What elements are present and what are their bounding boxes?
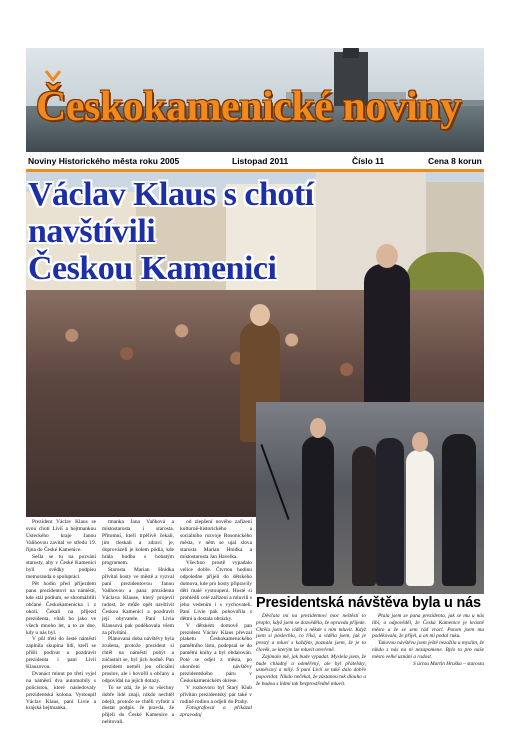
photo-figure [442,434,476,586]
secondary-photo-officials [256,402,484,594]
masthead-banner [26,48,484,152]
article2-signature: S úctou Martin Hruška – starosta [413,660,484,667]
headline [28,176,388,287]
paragraph: To se zdá, že je tu všechny dobře lidé znají, nikdo nechtěl odejít, protože se chtěli vyfotit a dostat podpis. Je pravda, že přijeli do České Kamenice a nelitovali. [102,684,174,726]
microphone-stand [260,444,289,520]
newspaper-title: Českokamenické noviny [36,84,461,130]
article-column-3 [180,519,252,719]
paragraph: Plánovaná doba návštěvy byla zrušena, protože prezident si chtěl na náměstí pobýt a zúčastnit se, byl jich hodně. Pan prezident neměl jen oficiální proslov, ale i hovořil s občany a odpovídal na jejich dotazy. [102,636,174,684]
photo-figure [406,450,434,586]
issue-date: Listopad 2011 [232,156,289,166]
edition-note: Noviny Historického města roku 2005 [28,156,180,166]
article-column-2 [102,519,174,726]
article2-column-2 [372,613,484,667]
article-column-1 [26,519,96,712]
paragraph: od zlepšení nového zařízení kulturně-historického a sociálního rozvoje Rosonického města, v něm se ujal slova starosta Marian Hnidka a místostarosta Jan Havelka. [180,519,252,560]
photo-figure [352,446,376,586]
paragraph: Fotografoval a přikázal zpravodaj [180,705,252,719]
paragraph: Prezident Václav Klaus se svou chotí Livií a hejtmankou Ústeckého kraje Janou Vaňhovou zavítal ve středu 19. října do České Kamenice. [26,519,96,553]
paragraph: V dětském domově pan prezident Václav Klaus převzal plaketu Českokamenického pamětního listu, podepsal se do pamětní knihy a byl obdarován. Poté se odjel z města, po ukončení návštěvy prezidentského páru v Českokamenickém okrese. [180,622,252,684]
paragraph: Dvanáct minut po třetí vyjel na náměstí dva automobily s policistou, které následovaly prezidentská kolona. Vystoupil Václav Klaus, paní Livie a krajská hejtmanka. [26,670,96,712]
issue-number: Číslo 11 [352,156,385,166]
hacek-mark-icon [44,70,62,82]
headline-line: Václav Klaus s chotí [28,176,314,213]
photo-figure [376,438,404,586]
paragraph: Zajímalo mě, jak bude vypadat. Myslela jsem, že bude chladný a odměřený, ale byl přátelský, usměvavý a milý. S paní Livií se také dalo dobře popovídat. Nikdo nečekal, že zůstanou tak dlouho a že budou s lidmi tak bezprostředně mluvit. [256,653,366,687]
paragraph: Takovou návštěvu jsem ještě nezažila a myslím, že nikdo z nás na ni nezapomene. Bylo to pro naše město velké uznání a radost. [372,640,484,660]
paragraph: Děvčata mi na prezidentovi moc neštěstí to proplo, když jsem se dozvěděla, že opravdu přijede. Chtěla jsem ho vidět a někde s ním mluvit. Když jsem si poslechla, co říká, a viděla jsem, jak je prostý a mluví s každým, poznala jsem, že je to člověk, se kterým lze mluvit otevřeně. [256,613,366,653]
paragraph: V půl třetí do šesté náměstí zaplnila skupina lidí, kteří se přišli podívat a pozdravit prezidenta i paní Livii Klausovou. [26,636,96,671]
photo-figure [302,436,334,586]
article2-column-1 [256,613,366,688]
paragraph: Starosta Marian Hnidka přivítal hosty ve městě a vyzval paní prezidentovou Janou Vaňhovou a pana prezidenta Václava Klause, který projevil radost, že může opět navštívit Českou Kamenici a pozdravit její obyvatele. Paní Livia Klausová pak poděkovala všem za přivítání. [102,567,174,636]
masthead-infobar [26,152,484,170]
issue-price: Cena 8 korun [428,156,482,166]
paragraph: Pět hodin před příjezdem panu prezidentovi na náměstí, kde stál pódium, se shromáždili občané Českokamenicka i z okolí. Čekali na příjezd prezidenta, vítali ho jako ve všech mnoho let, a to ze dne, kdy u nás byl. [26,581,96,636]
paragraph: Sešla se tu na pozvání starosty, aby v České Kamenici byli svědky podpisu memoranda o spolupráci. [26,553,96,581]
paragraph: Všechno prostě vypadalo velice dobře. Čtvrtou hodinu odpoledne přijeli do dětského domova, kde pro hosty připravily děti malé vystoupení. Hosté si prohlédli celé zařízení a mluvili s jeho vedením i s vychovateli. Paní Livie pak pohovořila s dětmi a dostala obrázky. [180,560,253,622]
headline-line: Českou Kamenici [28,250,277,287]
article2-title: Presidentská návštěva byla u nás [256,595,481,611]
paragraph: V rozhovoru byl Starý Klub přivítán prezidentský pár také v rodině rodinu a odjeli do Prahy. [180,684,252,705]
paragraph: Ptala jsem se pana prezidenta, jak se mu u nás líbí, a odpověděl, že Česká Kamenice je krásné město a že se sem rád vrací. Potom jsem mu poděkovala, že přijel, a on mi podal ruku. [372,613,484,640]
headline-line: navštívili [28,213,156,250]
paragraph: tmanka Jana Vaňhová a místostarosta i starosta. Přítomní, kteří trpělivě čekali, jim tleskali a zdraví je, doprovázeli je kolem pódia, kde hrála hudba s bohatým programem. [102,519,174,567]
